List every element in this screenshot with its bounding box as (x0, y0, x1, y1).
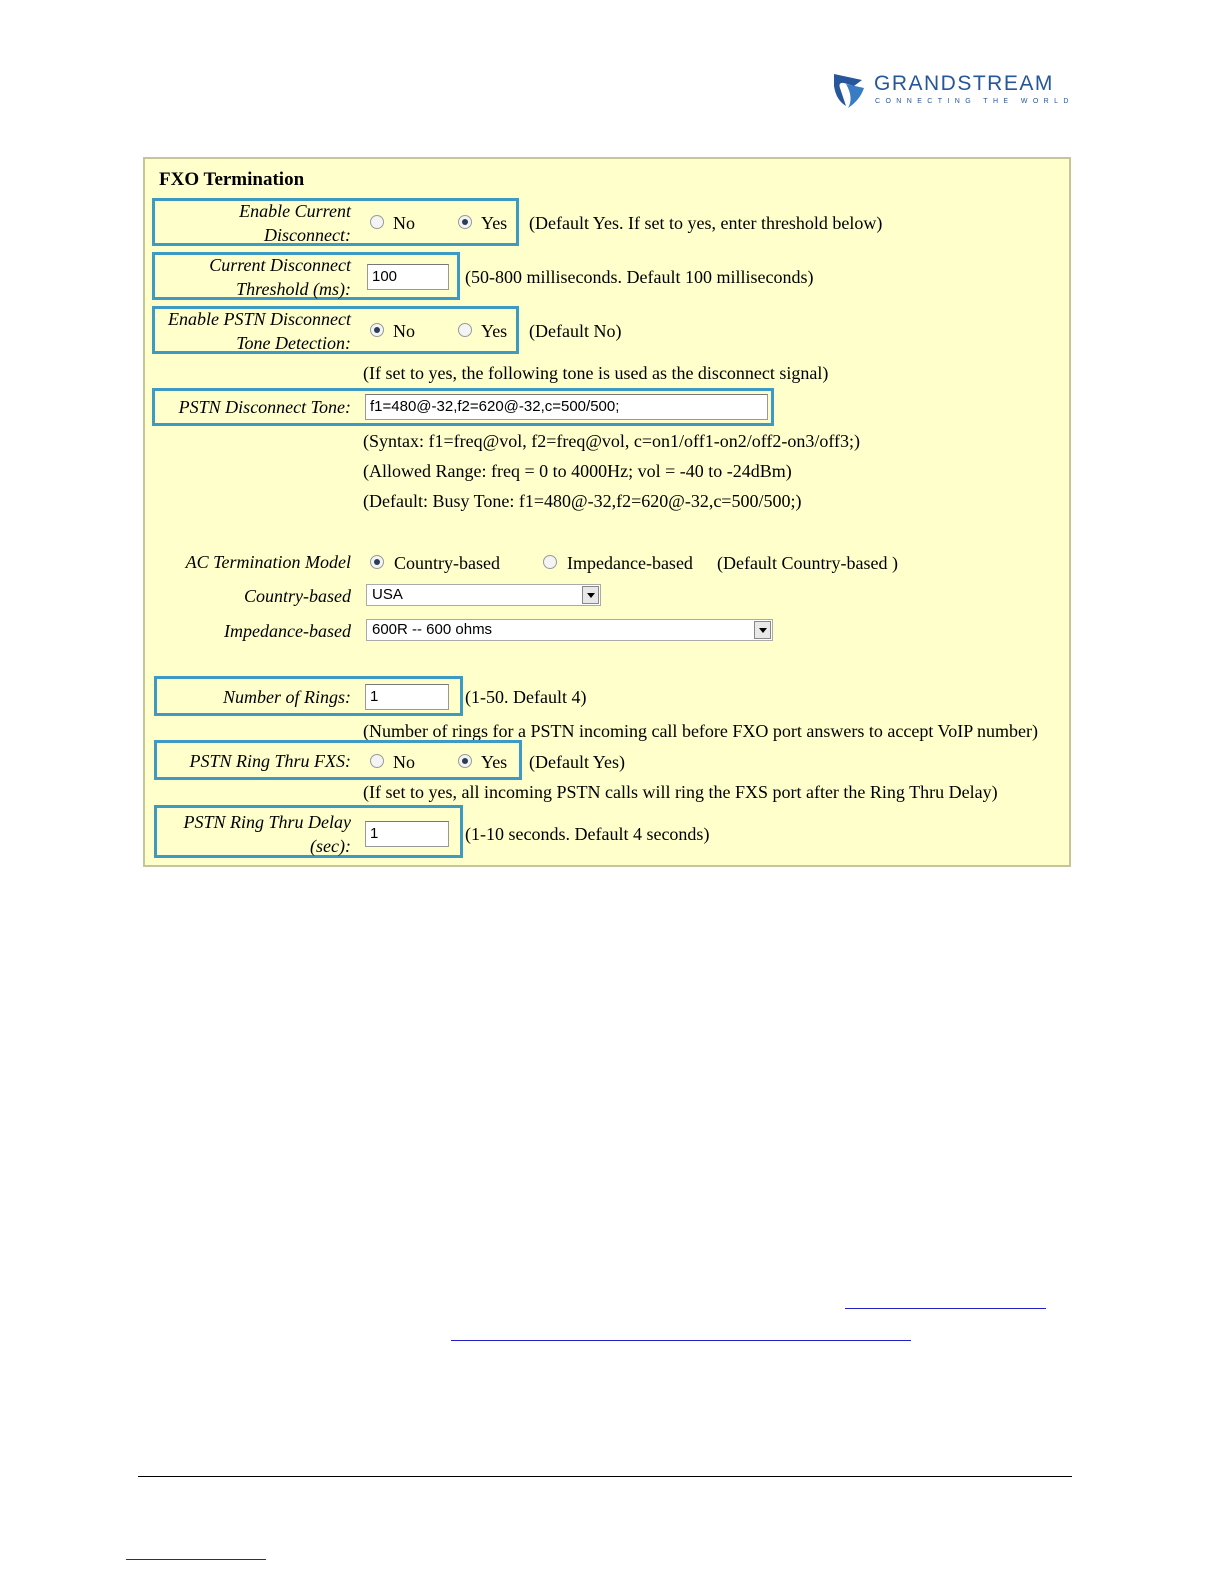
pstn-tone-detection-label (168, 307, 351, 355)
ac-termination-country-radio[interactable] (370, 555, 384, 569)
pstn-ring-thru-delay-note: (1-10 seconds. Default 4 seconds) (465, 824, 710, 844)
impedance-based-select[interactable] (366, 619, 773, 641)
footer-rule (138, 1476, 1072, 1477)
grandstream-logo-icon (832, 70, 868, 110)
pstn-ring-thru-fxs-no-label: No (393, 752, 415, 772)
hyperlink-underline[interactable] (845, 1308, 1046, 1309)
label-line: Threshold (ms): (236, 279, 351, 299)
pstn-ring-thru-delay-label (183, 810, 351, 858)
panel-title: FXO Termination (159, 169, 305, 190)
pstn-disconnect-tone-syntax: (Syntax: f1=freq@vol, f2=freq@vol, c=on1/off1-on2/off2-on3/off3;) (363, 431, 861, 451)
label-line: (sec): (310, 836, 351, 856)
label-line: PSTN Ring Thru Delay (183, 812, 351, 832)
pstn-ring-thru-fxs-note2: (If set to yes, all incoming PSTN calls will ring the FXS port after the Ring Thru Delay) (363, 782, 998, 802)
fxo-termination-panel (143, 157, 1071, 867)
enable-current-disconnect-note: (Default Yes. If set to yes, enter threshold below) (529, 213, 883, 233)
number-of-rings-note: (1-50. Default 4) (465, 687, 587, 707)
label-line: Enable PSTN Disconnect (168, 309, 351, 329)
pstn-tone-detection-yes-label: Yes (481, 321, 508, 341)
country-based-select[interactable] (366, 584, 601, 606)
ac-termination-impedance-label: Impedance-based (567, 553, 693, 573)
logo-tagline: CONNECTING THE WORLD (875, 98, 1074, 105)
pstn-ring-thru-fxs-yes-radio[interactable] (458, 754, 472, 768)
pstn-disconnect-tone-input[interactable]: f1=480@-32,f2=620@-32,c=500/500; (365, 394, 768, 420)
pstn-ring-thru-delay-input[interactable]: 1 (365, 821, 449, 847)
pstn-tone-detection-yes-radio[interactable] (458, 323, 472, 337)
label-line: Enable Current (239, 201, 351, 221)
ac-termination-note: (Default Country-based ) (717, 553, 898, 573)
grandstream-logo (832, 70, 1072, 112)
pstn-disconnect-tone-range: (Allowed Range: freq = 0 to 4000Hz; vol = -40 to -24dBm) (363, 461, 792, 481)
hyperlink-underline[interactable] (451, 1340, 911, 1341)
impedance-based-value: 600R -- 600 ohms (372, 621, 493, 638)
chevron-down-icon[interactable] (754, 621, 771, 639)
number-of-rings-label: Number of Rings: (223, 687, 351, 707)
country-based-label: Country-based (244, 586, 351, 606)
logo-brand-name: GRANDSTREAM (874, 72, 1054, 95)
current-disconnect-threshold-label (209, 253, 351, 301)
number-of-rings-input[interactable]: 1 (365, 684, 449, 710)
current-disconnect-threshold-note: (50-800 milliseconds. Default 100 milliseconds) (465, 267, 814, 287)
enable-current-disconnect-yes-label: Yes (481, 213, 508, 233)
current-disconnect-threshold-input[interactable]: 100 (367, 264, 449, 290)
enable-current-disconnect-no-radio[interactable] (370, 215, 384, 229)
label-line: Disconnect: (264, 225, 351, 245)
ac-termination-country-label: Country-based (394, 553, 500, 573)
label-line: Tone Detection: (236, 333, 351, 353)
number-of-rings-note2: (Number of rings for a PSTN incoming call before FXO port answers to accept VoIP number) (363, 721, 1039, 741)
label-line: Current Disconnect (209, 255, 351, 275)
pstn-disconnect-tone-label: PSTN Disconnect Tone: (178, 397, 351, 417)
enable-current-disconnect-no-label: No (393, 213, 415, 233)
pstn-tone-detection-note2: (If set to yes, the following tone is used as the disconnect signal) (363, 363, 829, 383)
pstn-ring-thru-fxs-label: PSTN Ring Thru FXS: (189, 751, 351, 771)
pstn-ring-thru-fxs-note: (Default Yes) (529, 752, 625, 772)
pstn-tone-detection-no-label: No (393, 321, 415, 341)
pstn-tone-detection-no-radio[interactable] (370, 323, 384, 337)
impedance-based-label: Impedance-based (224, 621, 351, 641)
footer-link-underline[interactable] (126, 1559, 266, 1560)
country-based-value: USA (372, 586, 403, 603)
enable-current-disconnect-yes-radio[interactable] (458, 215, 472, 229)
pstn-ring-thru-fxs-yes-label: Yes (481, 752, 508, 772)
enable-current-disconnect-label (239, 199, 351, 247)
pstn-disconnect-tone-default: (Default: Busy Tone: f1=480@-32,f2=620@-32,c=500/500;) (363, 491, 802, 511)
pstn-ring-thru-fxs-no-radio[interactable] (370, 754, 384, 768)
chevron-down-icon[interactable] (582, 586, 599, 604)
ac-termination-model-label: AC Termination Model (185, 552, 351, 572)
ac-termination-impedance-radio[interactable] (543, 555, 557, 569)
pstn-tone-detection-note: (Default No) (529, 321, 622, 341)
